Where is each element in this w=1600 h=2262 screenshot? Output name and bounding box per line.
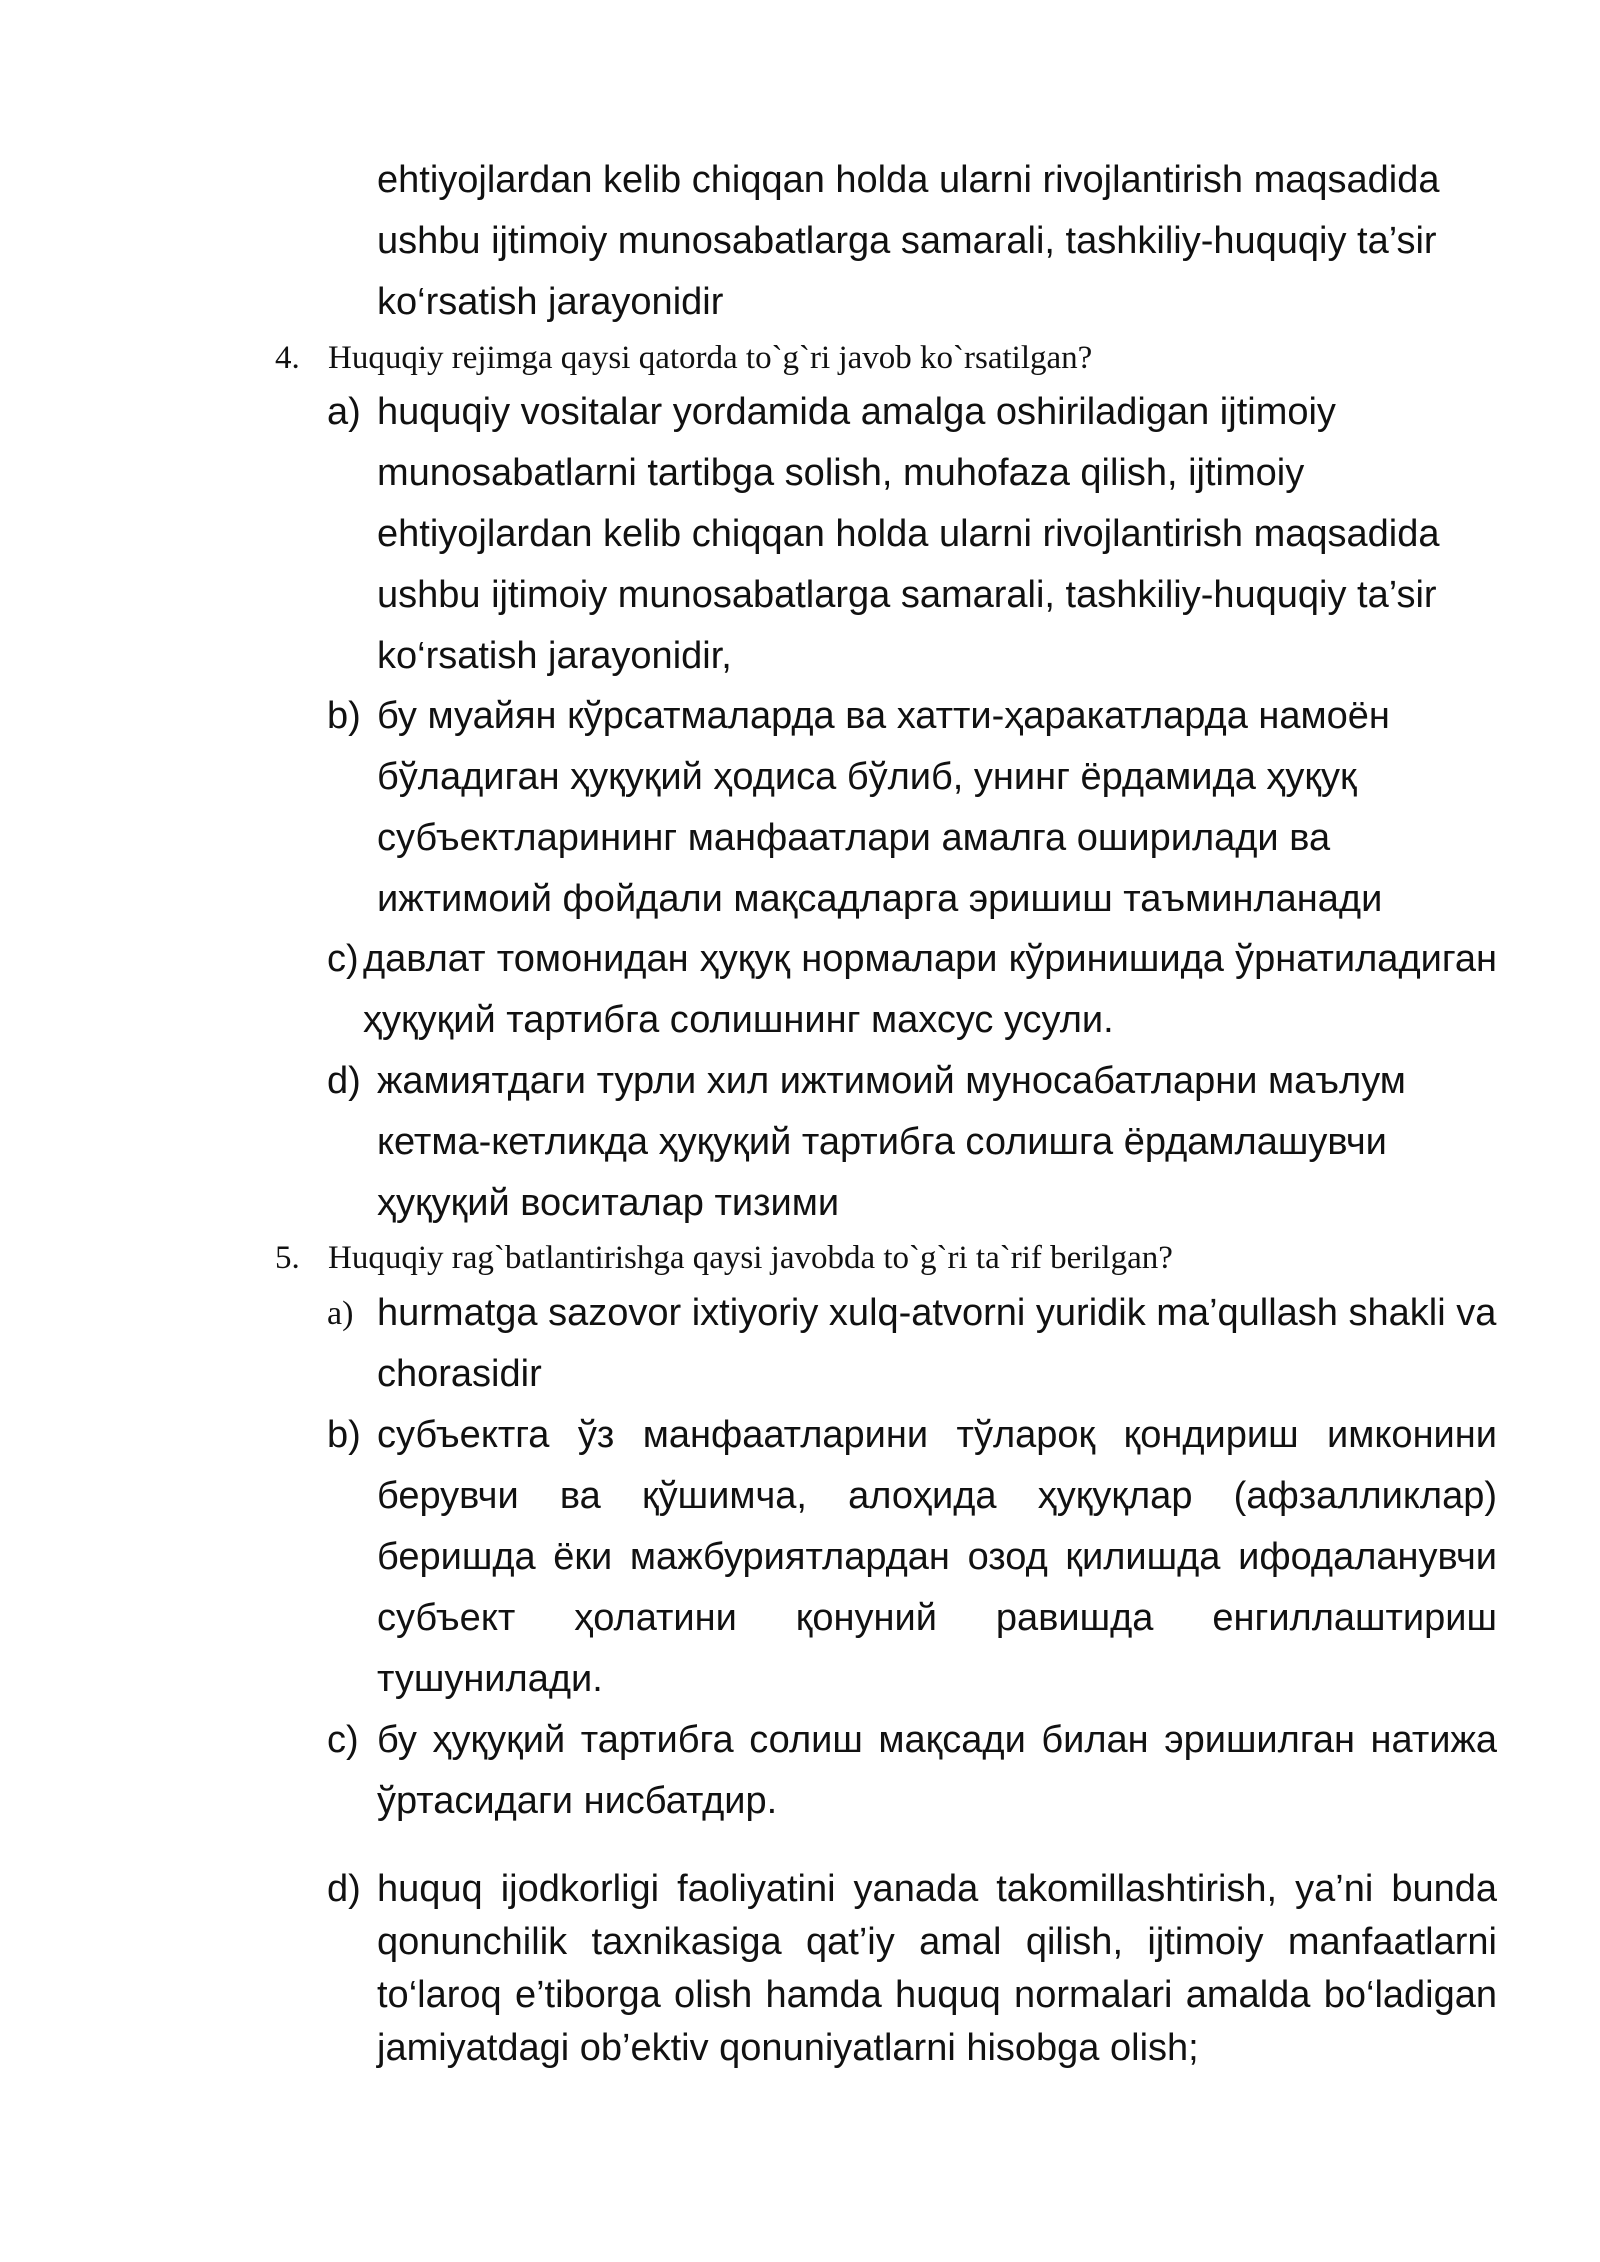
question-text: Huquqiy rejimga qaysi qatorda to`g`ri javob ko`rsatilgan? xyxy=(328,340,1093,376)
option-text: hurmatga sazovor ixtiyoriy xulq-atvorni yuridik ma’qullash shakli va chorasidir xyxy=(377,1292,1497,1395)
option-marker: a) xyxy=(327,391,361,433)
option-text: бу ҳуқуқий тартибга солиш мақсади билан эришилган натижа ўртасидаги нисбатдир. xyxy=(377,1719,1497,1822)
option-marker: c) xyxy=(327,1719,359,1761)
question-number: 5. xyxy=(275,1240,300,1276)
option-text: давлат томонидан ҳуқуқ нормалари кўринишида ўрнатиладиган ҳуқуқий тартибга солишнинг махсус усули. xyxy=(363,938,1497,1041)
option-text: субъектга ўз манфаатларини тўлароқ қондириш имконини берувчи ва қўшимча, алоҳида ҳуқуқлар (афзалликлар) беришда ёки мажбуриятлардан озод қилишда ифодаланувчи субъект ҳолатини қонуний равишда енгиллаштириш тушунилади. xyxy=(377,1414,1497,1700)
intro-continuation-paragraph: ehtiyojlardan kelib chiqqan holda ularni rivojlantirish maqsadida ushbu ijtimoiy munosabatlarga samarali, tashkiliy-huquqiy ta’sir ko‘rsatish jarayonidir xyxy=(377,159,1440,323)
question-text: Huquqiy rag`batlantirishga qaysi javobda to`g`ri ta`rif berilgan? xyxy=(328,1240,1173,1276)
option-marker: c) xyxy=(327,938,359,980)
question-number: 4. xyxy=(275,340,300,376)
option-text: жамиятдаги турли хил ижтимоий муносабатларни маълум кетма-кетликда ҳуқуқий тартибга солишга ёрдамлашувчи ҳуқуқий воситалар тизими xyxy=(377,1060,1406,1224)
option-text: huquqiy vositalar yordamida amalga oshiriladigan ijtimoiy munosabatlarni tartibga solish, muhofaza qilish, ijtimoiy ehtiyojlardan kelib chiqqan holda ularni rivojlantirish maqsadida ushbu ijtimoiy munosabatlarga samarali, tashkiliy-huquqiy ta’sir ko‘rsatish jarayonidir, xyxy=(377,391,1440,677)
option-marker: b) xyxy=(327,695,361,737)
option-marker: b) xyxy=(327,1414,361,1456)
option-marker: d) xyxy=(327,1868,361,1910)
option-marker: a) xyxy=(327,1295,354,1332)
option-marker: d) xyxy=(327,1060,361,1102)
option-text: бу муайян кўрсатмаларда ва хатти-ҳаракатларда намоён бўладиган ҳуқуқий ҳодиса бўлиб, унинг ёрдамида ҳуқуқ субъектларининг манфаатлари амалга оширилади ва ижтимоий фойдали мақсадларга эришиш таъминланади xyxy=(377,695,1390,920)
option-text: huquq ijodkorligi faoliyatini yanada takomillashtirish, ya’ni bunda qonunchilik taxnikasiga qat’iy amal qilish, ijtimoiy manfaatlarni to‘laroq e’tiborga olish hamda huquq normalari amalda bo‘ladigan jamiyatdagi ob’ektiv qonuniyatlarni hisobga olish; xyxy=(377,1868,1497,2069)
